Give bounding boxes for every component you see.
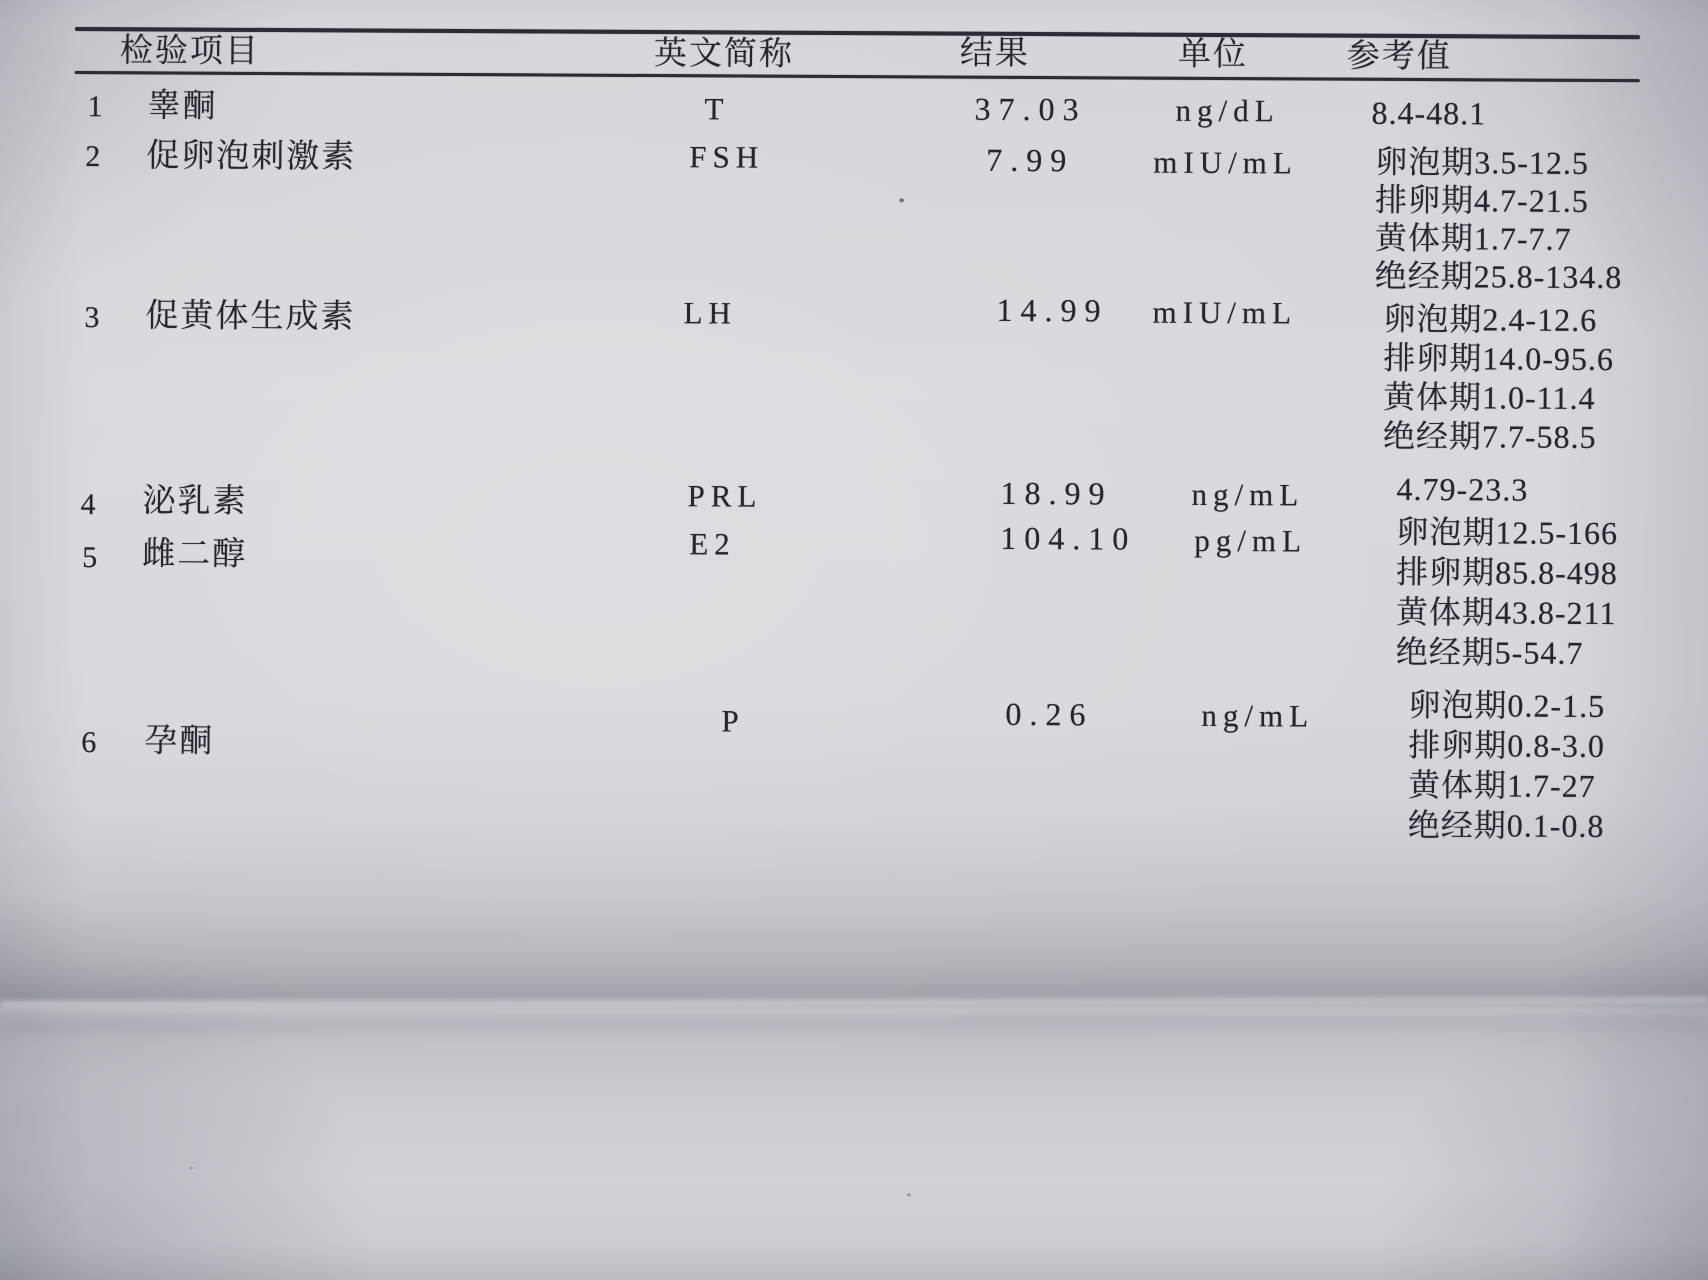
test-name: 孕酮 [144, 723, 215, 760]
test-result: 7.99 [986, 141, 1075, 179]
reference-line: 黄体期1.7-7.7 [1374, 219, 1572, 257]
test-unit: ng/mL [1201, 697, 1315, 734]
test-name: 促卵泡刺激素 [146, 138, 357, 176]
reference-block [1408, 685, 1606, 846]
test-abbr: P [721, 703, 745, 739]
reference-line: 排卵期85.8-498 [1396, 553, 1618, 592]
reference-line: 绝经期25.8-134.8 [1374, 257, 1623, 296]
row-number: 2 [85, 140, 101, 174]
test-result: 14.99 [996, 291, 1109, 329]
reference-block [1375, 143, 1623, 296]
paper-speck [190, 1167, 193, 1170]
test-unit: pg/mL [1194, 522, 1308, 559]
reference-line: 卵泡期12.5-166 [1396, 513, 1619, 552]
reference-line: 排卵期14.0-95.6 [1383, 339, 1615, 378]
column-header-item: 检验项目 [119, 33, 260, 70]
test-name: 促黄体生成素 [145, 298, 356, 336]
test-name: 雌二醇 [142, 536, 248, 573]
row-number: 3 [84, 301, 100, 335]
test-result: 18.99 [1000, 474, 1113, 512]
reference-line: 黄体期43.8-211 [1395, 593, 1617, 632]
paper-speck [907, 1193, 911, 1196]
test-name: 睾酮 [147, 88, 218, 125]
test-unit: ng/dL [1175, 92, 1280, 129]
reference-block [1383, 300, 1614, 457]
reference-line: 黄体期1.7-27 [1407, 766, 1596, 804]
reference-line: 卵泡期0.2-1.5 [1408, 686, 1606, 725]
reference-line: 排卵期0.8-3.0 [1408, 726, 1606, 765]
test-unit: mIU/mL [1153, 144, 1298, 181]
row-number: 5 [82, 541, 98, 575]
test-unit: mIU/mL [1152, 294, 1298, 331]
row-number: 4 [80, 488, 96, 522]
reference-line: 卵泡期2.4-12.6 [1383, 300, 1598, 338]
test-abbr: FSH [689, 139, 765, 175]
column-header-reference: 参考值 [1346, 38, 1452, 76]
column-header-result: 结果 [959, 35, 1030, 72]
test-abbr: T [704, 91, 730, 127]
reference-block [1396, 512, 1619, 673]
reference-line: 排卵期4.7-21.5 [1375, 181, 1589, 219]
row-number: 1 [87, 90, 103, 124]
column-header-abbr: 英文简称 [653, 36, 794, 73]
reference-line: 4.79-23.3 [1396, 470, 1529, 508]
reference-line: 卵泡期3.5-12.5 [1375, 143, 1590, 181]
test-result: 0.26 [1005, 695, 1094, 733]
reference-line: 8.4-48.1 [1371, 94, 1487, 132]
reference-line: 绝经期5-54.7 [1395, 633, 1584, 671]
row-number: 6 [81, 726, 97, 760]
test-name: 泌乳素 [142, 483, 248, 520]
test-abbr: LH [683, 295, 737, 331]
column-header-unit: 单位 [1177, 36, 1248, 74]
test-result: 37.03 [974, 90, 1087, 128]
test-result: 104.10 [1000, 519, 1137, 557]
reference-line: 绝经期0.1-0.8 [1407, 806, 1605, 845]
test-unit: ng/mL [1191, 476, 1305, 513]
test-abbr: E2 [689, 526, 736, 562]
reference-line: 绝经期7.7-58.5 [1382, 417, 1597, 455]
paper-speck [899, 198, 904, 202]
reference-line: 黄体期1.0-11.4 [1382, 378, 1596, 416]
table-top-rule [75, 27, 1640, 39]
test-abbr: PRL [687, 478, 763, 514]
